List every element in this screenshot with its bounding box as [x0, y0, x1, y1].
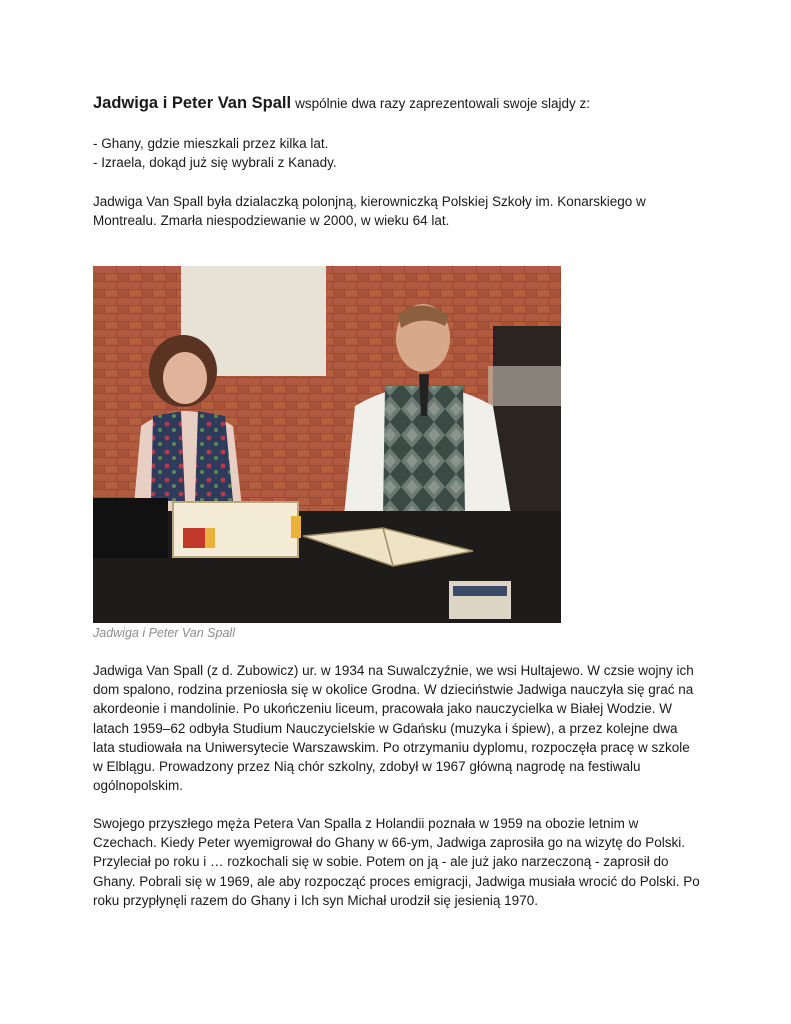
heading-title: Jadwiga i Peter Van Spall — [93, 94, 292, 112]
bullet-israel: - Izraela, dokąd już się wybrali z Kanady. — [93, 155, 337, 170]
intro-paragraph: Jadwiga Van Spall była dzialaczką polonjną, kierowniczką Polskiej Szkoły im. Konarskiego w Montrealu. Zmarła niespodziewanie w 2000, w wieku 64 lat. — [93, 194, 646, 229]
photo-caption: Jadwiga i Peter Van Spall — [93, 626, 235, 640]
bullet-ghana: - Ghany, gdzie mieszkali przez kilka lat. — [93, 136, 329, 151]
heading-subtitle: wspólnie dwa razy zaprezentowali swoje slajdy z: — [295, 96, 590, 111]
couple-photo — [93, 266, 561, 623]
bio-paragraph-1: Jadwiga Van Spall (z d. Zubowicz) ur. w 1934 na Suwalczyźnie, we wsi Hultajewo. W czsie wojny ich dom spalono, rodzina przeniosła się w okolice Grodna. W dzieciństwie Jadwiga nauczyła się grać na akordeonie i mandolinie. Po ukończeniu liceum, pracowała jako nauczycielka w Białej Wodzie. W latach 1959–62 odbyła Studium Nauczycielskie w Gdańsku (muzyka i śpiew), a przez kolejne dwa lata studiowała na Uniwersytecie Warszawskim. Po otrzymaniu dyplomu, rozpoczęła pracę w szkole w Elblągu. Prowadzony przez Nią chór szkolny, zdobył w 1967 główną nagrodę na festiwalu ogólnopolskim. — [93, 663, 694, 794]
heading-line — [93, 94, 590, 113]
bio-paragraph-2: Swojego przyszłego męża Petera Van Spalla z Holandii poznała w 1959 na obozie letnim w Czechach. Kiedy Peter wyemigrował do Ghany w 66-ym, Jadwiga zaprosiła go na wizytę do Polski. Przyleciał po roku i … rozkochali się w sobie. Potem on ją - ale już jako narzeczoną - zaprosił do Ghany. Pobrali się w 1969, ale aby rozpocząć proces emigracji, Jadwiga musiała wrocić do Polski. Po roku przypłynęli razem do Ghany i Ich syn Michał urodził się jesienią 1970. — [93, 816, 700, 908]
